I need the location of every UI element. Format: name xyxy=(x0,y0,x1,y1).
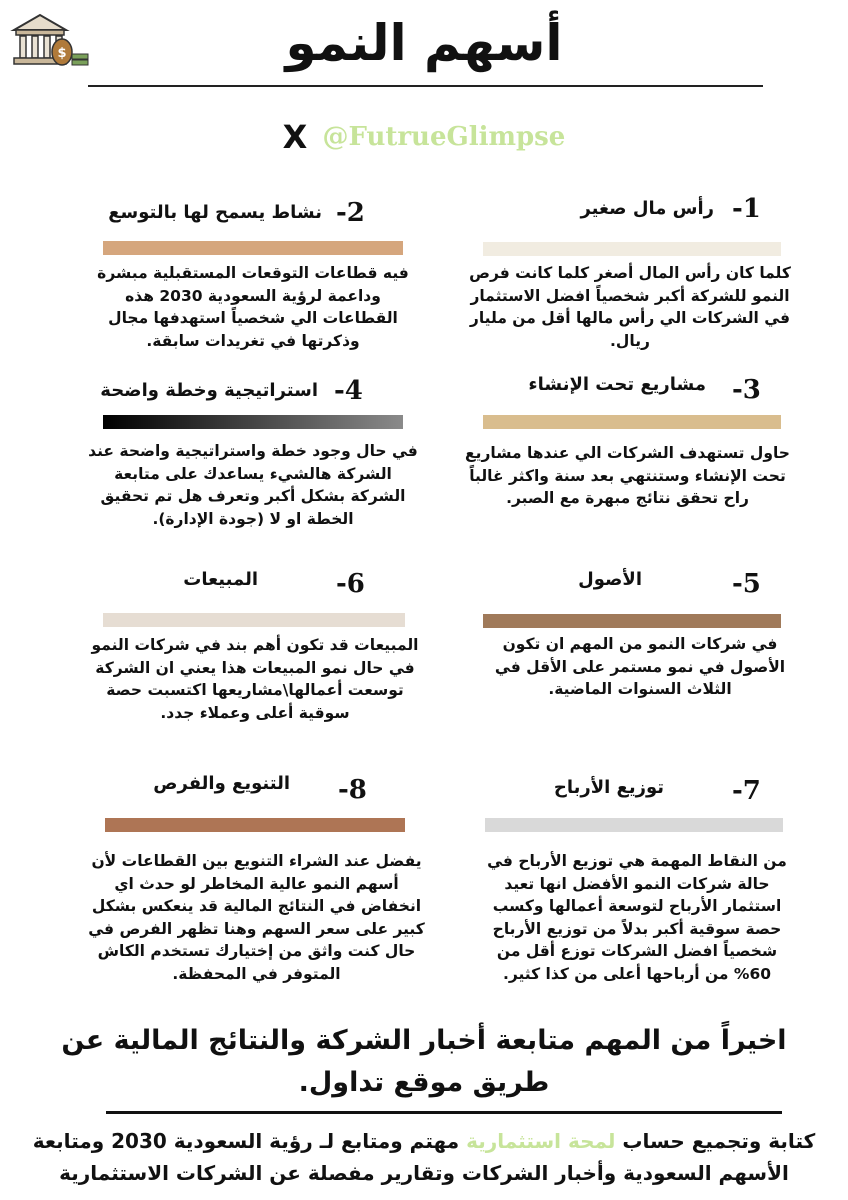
footer-divider xyxy=(106,1111,782,1114)
section-3-number: -3 xyxy=(732,375,761,405)
section-6-bar xyxy=(103,613,405,627)
section-8-title: التنويع والفرص xyxy=(153,773,290,794)
section-2-title: نشاط يسمح لها بالتوسع xyxy=(108,202,322,223)
x-logo-icon: X xyxy=(282,117,308,156)
section-6-text: المبيعات قد تكون أهم بند في شركات النمو في حال نمو المبيعات هذا يعني ان الشركة توسعت أعمالها\مشاريعها اكتسبت حصة سوقية أعلى وعملاء جدد. xyxy=(91,636,419,722)
section-6-title: المبيعات xyxy=(183,569,258,590)
section-1-text: كلما كان رأس المال أصغر كلما كانت فرص النمو للشركة أكبر شخصياً افضل الاستثمار في الشركات الي رأس مالها أقل من مليار ريال. xyxy=(469,264,791,350)
section-7-text: من النقاط المهمة هي توزيع الأرباح في حالة شركات النمو الأفضل انها تعيد استثمار الأرباح لتوسعة أعمالها وكسب حصة سوقية أكبر بدلاً من توزيع الأرباح شخصياً افضل الشركات توزع أقل من 60% من أرباحها أعلى من كذا كثير. xyxy=(487,852,787,983)
section-7-number: -7 xyxy=(732,776,761,806)
section-4-title: استراتيجية وخطة واضحة xyxy=(100,380,318,401)
section-1-title: رأس مال صغير xyxy=(580,198,714,219)
account-name-link[interactable]: لمحة استثمارية xyxy=(466,1129,616,1153)
section-7-title: توزيع الأرباح xyxy=(553,777,664,798)
section-5-text: في شركات النمو من المهم ان تكون الأصول في نمو مستمر على الأقل في الثلاث السنوات الماضية. xyxy=(494,635,786,698)
section-5-bar xyxy=(483,614,781,628)
page-title: أسهم النمو xyxy=(285,14,563,72)
section-2-text: فيه قطاعات التوقعات المستقبلية مبشرة وداعمة لرؤية السعودية 2030 هذه القطاعات الي شخصياً استهدفها مجال وذكرتها في تغريدات سابقة. xyxy=(97,264,409,350)
bank-money-icon xyxy=(10,12,90,70)
handle-row xyxy=(0,116,848,157)
section-8-number: -8 xyxy=(338,775,367,805)
section-4-number: -4 xyxy=(334,376,363,406)
section-5-title: الأصول xyxy=(578,569,642,590)
section-2-bar xyxy=(103,241,403,255)
section-5-number: -5 xyxy=(732,569,761,599)
title-divider xyxy=(88,85,763,87)
section-3-text: حاول تستهدف الشركات الي عندها مشاريع تحت الإنشاء وستنتهي بعد سنة واكثر غالباً راح تحقق نتائج مبهرة مع الصبر. xyxy=(465,444,790,507)
section-8-text: يفضل عند الشراء التنويع بين القطاعات لأن أسهم النمو عالية المخاطر لو حدث اي انخفاض في النتائج المالية قد ينعكس بشكل كبير على سعر السهم وهنا تظهر الفرص في حال كنت واثق من إختيارك تستخدم الكاش المتوفر في المحفظة. xyxy=(88,852,425,983)
twitter-handle[interactable]: @FutrueGlimpse xyxy=(322,121,566,152)
section-1-number: -1 xyxy=(732,194,761,224)
credits-intro: كتابة وتجميع حساب xyxy=(622,1129,816,1153)
svg-text:$: $ xyxy=(57,46,67,61)
section-3-bar xyxy=(483,415,781,429)
section-4-text: في حال وجود خطة واستراتيجية واضحة عند الشركة هالشيء يساعدك على متابعة الشركة بشكل أكبر وتعرف هل تم تحقيق الخطة او لا (جودة الإدارة). xyxy=(88,442,418,528)
section-7-bar xyxy=(485,818,783,832)
credits-rest: مهتم ومتابع لـ رؤية السعودية 2030 ومتابعة الأسهم السعودية وأخبار الشركات وتقارير مفصلة عن الشركات الاستثمارية xyxy=(32,1129,789,1185)
section-2-number: -2 xyxy=(336,198,365,228)
section-8-bar xyxy=(105,818,405,832)
section-4-bar xyxy=(103,415,403,429)
section-6-number: -6 xyxy=(336,569,365,599)
closing-note: اخيراً من المهم متابعة أخبار الشركة والنتائج المالية عن طريق موقع تداول. xyxy=(61,1025,787,1098)
credits xyxy=(8,1125,840,1189)
section-3-title: مشاريع تحت الإنشاء xyxy=(528,374,706,395)
section-1-bar xyxy=(483,242,781,256)
